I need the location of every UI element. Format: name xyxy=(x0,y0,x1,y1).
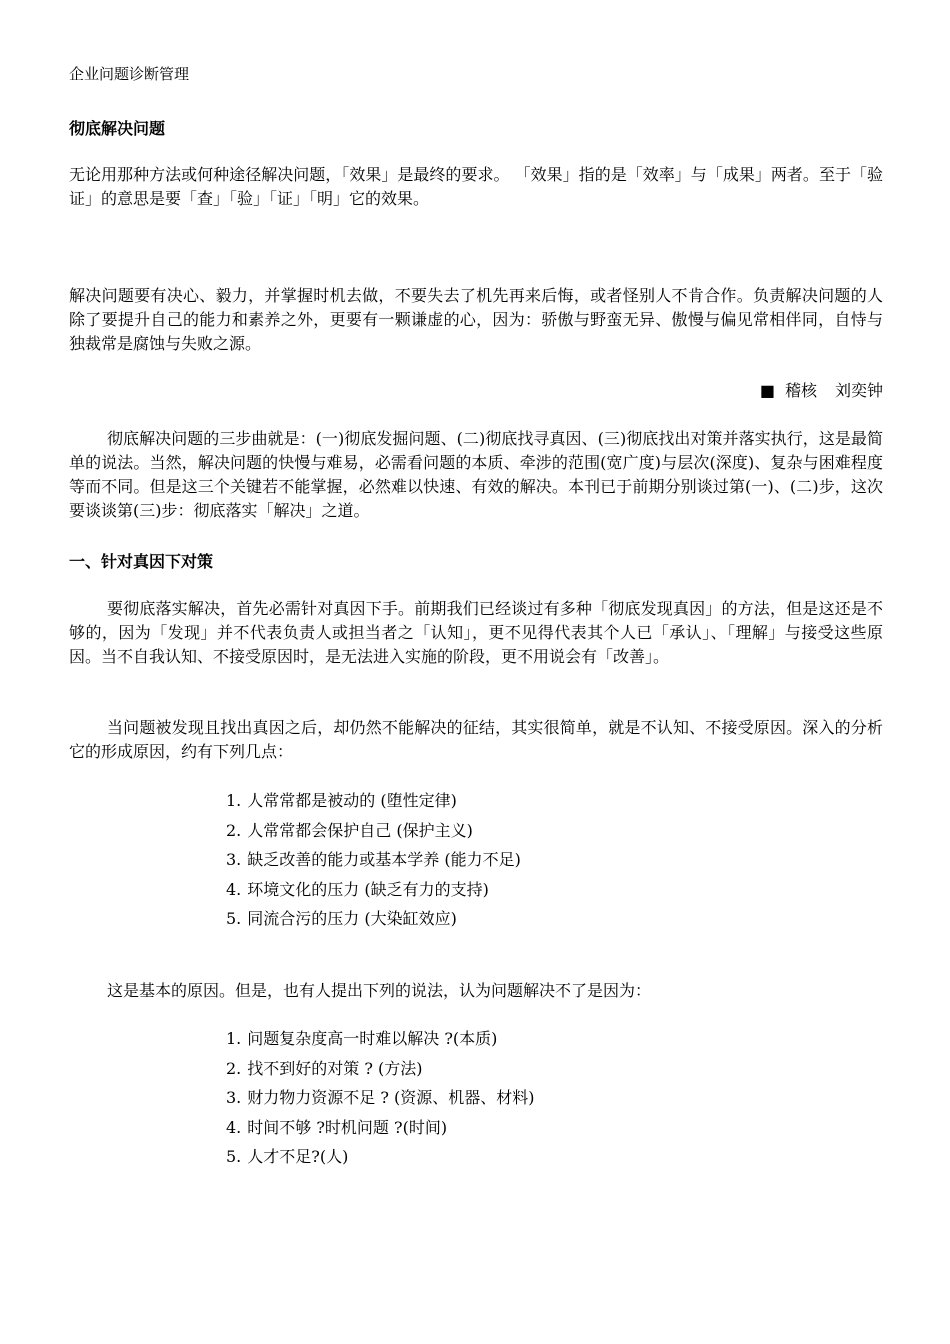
square-bullet-icon: ■ xyxy=(759,381,775,400)
excuses-list xyxy=(226,1024,535,1172)
list-item: 2. 人常常都会保护自己 (保护主义) xyxy=(226,820,473,840)
three-steps-paragraph: 彻底解决问题的三步曲就是：(一)彻底发掘问题、(二)彻底找寻真因、(三)彻底找出对策并落实执行，这是最简单的说法。当然，解决问题的快慢与难易，必需看问题的本质、牵涉的范围(宽广度)与层次(深度)、复杂与困难程度等而不同。但是这三个关键若不能掌握，必然难以快速、有效的解决。本刊已于前期分别谈过第(一)、(二)步，这次要谈谈第(三)步：彻底落实「解决」之道。 xyxy=(69,429,883,520)
section-heading: 一、针对真因下对策 xyxy=(69,552,214,571)
byline xyxy=(760,379,883,403)
running-header: 企业问题诊断管理 xyxy=(69,65,190,83)
section-paragraph-2: 当问题被发现且找出真因之后，却仍然不能解决的征结，其实很简单，就是不认知、不接受原因。深入的分析它的形成原因，约有下列几点： xyxy=(69,718,883,761)
list-item: 5. 同流合污的压力 (大染缸效应) xyxy=(226,909,457,928)
list-item: 1. 人常常都是被动的 (堕性定律) xyxy=(226,791,457,810)
list-item: 3. 缺乏改善的能力或基本学养 (能力不足) xyxy=(226,850,521,869)
section-paragraph-3: 这是基本的原因。但是，也有人提出下列的说法，认为问题解决不了是因为： xyxy=(107,981,652,1000)
list-item: 2. 找不到好的对策 ? (方法) xyxy=(226,1058,423,1078)
list-item: 5. 人才不足?(人) xyxy=(226,1147,349,1166)
intro-paragraph-2: 解决问题要有决心、毅力，并掌握时机去做，不要失去了机先再来后悔，或者怪别人不肯合作。负责解决问题的人除了要提升自己的能力和素养之外，更要有一颗谦虚的心，因为：骄傲与野蛮无异、傲慢与偏见常相伴同，自恃与独裁常是腐蚀与失败之源。 xyxy=(69,286,883,353)
byline-label: 稽核 xyxy=(784,381,817,400)
list-item: 3. 财力物力资源不足 ? (资源、机器、材料) xyxy=(226,1088,535,1107)
list-item: 1. 问题复杂度高一时难以解决 ?(本质) xyxy=(226,1029,498,1048)
intro-paragraph-1: 无论用那种方法或何种途径解决问题，「效果」是最终的要求。 「效果」指的是「效率」与「成果」两者。至于「验证」的意思是要「查」「验」「证」「明」它的效果。 xyxy=(69,165,883,208)
article-title: 彻底解决问题 xyxy=(69,119,166,138)
list-item: 4. 时间不够 ?时机问题 ?(时间) xyxy=(226,1117,448,1137)
section-paragraph-1: 要彻底落实解决，首先必需针对真因下手。前期我们已经谈过有多种「彻底发现真因」的方法，但是这还是不够的，因为「发现」并不代表负责人或担当者之「认知」，更不见得代表其个人已「承认」、「理解」与接受这些原因。当不自我认知、不接受原因时，是无法进入实施的阶段，更不用说会有「改善」。 xyxy=(69,599,883,666)
list-item: 4. 环境文化的压力 (缺乏有力的支持) xyxy=(226,879,489,899)
causes-list xyxy=(226,786,521,934)
byline-author: 刘奕钟 xyxy=(834,381,883,400)
